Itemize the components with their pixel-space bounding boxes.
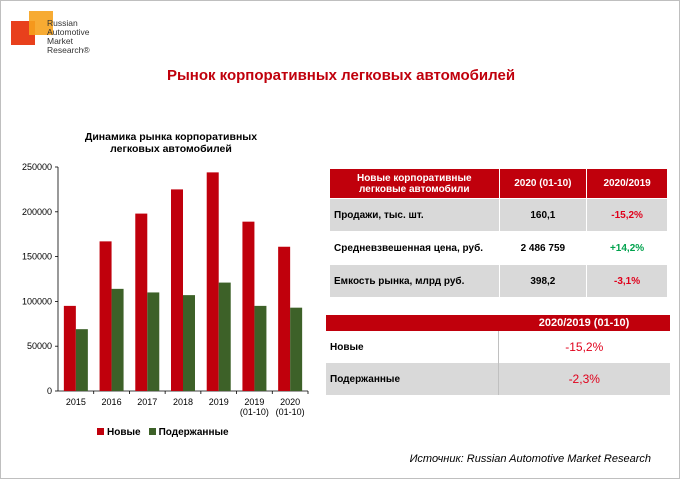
row-label: Средневзвешенная цена, руб. — [330, 232, 500, 265]
y-tick-label: 100000 — [21, 296, 52, 307]
row-label: Емкость рынка, млрд руб. — [330, 265, 500, 298]
logo-text — [47, 19, 90, 55]
table-header: 2020 (01-10) — [499, 169, 587, 199]
x-tick-label: 2015 — [65, 397, 86, 407]
row-label: Подержанные — [326, 363, 498, 395]
row-label: Продажи, тыс. шт. — [330, 199, 500, 232]
row-change: -15,2% — [587, 199, 668, 232]
bar-new — [171, 189, 183, 391]
table-row — [326, 331, 670, 363]
row-value: 2 486 759 — [499, 232, 587, 265]
bar-used — [219, 283, 231, 391]
table-header: 2020/2019 — [587, 169, 668, 199]
market-summary-table — [329, 168, 668, 298]
y-tick-label: 250000 — [21, 162, 52, 172]
bar-used — [76, 329, 88, 391]
chart-title-line: Динамика рынка корпоративных — [84, 131, 258, 143]
table-header: Новые корпоративные легковые автомобили — [330, 169, 500, 199]
bar-chart — [1, 151, 321, 426]
table-header-blank — [326, 315, 498, 331]
bar-new — [135, 214, 147, 391]
chart-title-line: легковых автомобилей — [110, 143, 232, 155]
segment-change-table — [326, 315, 670, 395]
row-value: 398,2 — [499, 265, 587, 298]
table-row — [330, 232, 668, 265]
bar-new — [278, 247, 290, 391]
y-tick-label: 200000 — [21, 206, 52, 217]
bar-used — [254, 306, 266, 391]
legend-item-used — [149, 427, 229, 438]
logo-line: Russian — [47, 18, 78, 28]
table-header-row — [330, 169, 668, 199]
x-tick-label: 2018 — [172, 397, 194, 407]
legend-swatch-used — [149, 428, 156, 435]
x-tick-label: 2020 (01-10) — [275, 397, 305, 417]
y-tick-label: 0 — [46, 386, 52, 396]
logo-line: Market — [47, 36, 73, 46]
bar-new — [100, 241, 112, 391]
row-value: 160,1 — [499, 199, 587, 232]
x-tick-label: 2017 — [137, 397, 158, 407]
legend-swatch-new — [97, 428, 104, 435]
x-tick-label: 2016 — [101, 397, 122, 407]
table-header-row — [326, 315, 670, 331]
row-change: -2,3% — [498, 363, 670, 395]
legend-item-new — [97, 427, 141, 438]
legend-label: Подержанные — [158, 427, 229, 438]
logo-tag: НАПИ — [11, 13, 26, 19]
bar-used — [147, 292, 159, 391]
page-title: Рынок корпоративных легковых автомобилей — [166, 67, 516, 84]
y-tick-label: 50000 — [26, 341, 52, 352]
x-tick-label: 2019 (01-10) — [239, 397, 269, 417]
bar-used — [290, 308, 302, 391]
logo-line: Automotive — [47, 27, 90, 37]
row-change: -15,2% — [498, 331, 670, 363]
y-tick-label: 150000 — [21, 251, 52, 262]
table-row — [330, 199, 668, 232]
row-label: Новые — [326, 331, 498, 363]
legend-label: Новые — [107, 427, 141, 438]
row-change: +14,2% — [587, 232, 668, 265]
table-header: 2020/2019 (01-10) — [498, 315, 670, 331]
bar-new — [207, 172, 219, 391]
logo-line: Research® — [47, 45, 90, 55]
bar-new — [242, 222, 254, 391]
bar-used — [112, 289, 124, 391]
bar-new — [64, 306, 76, 391]
table-row — [330, 265, 668, 298]
source-note: Источник: Russian Automotive Market Research — [409, 453, 651, 465]
chart-legend — [97, 427, 229, 438]
company-logo — [7, 9, 97, 65]
x-tick-label: 2019 — [208, 397, 229, 407]
bar-used — [183, 295, 195, 391]
table-row — [326, 363, 670, 395]
row-change: -3,1% — [587, 265, 668, 298]
